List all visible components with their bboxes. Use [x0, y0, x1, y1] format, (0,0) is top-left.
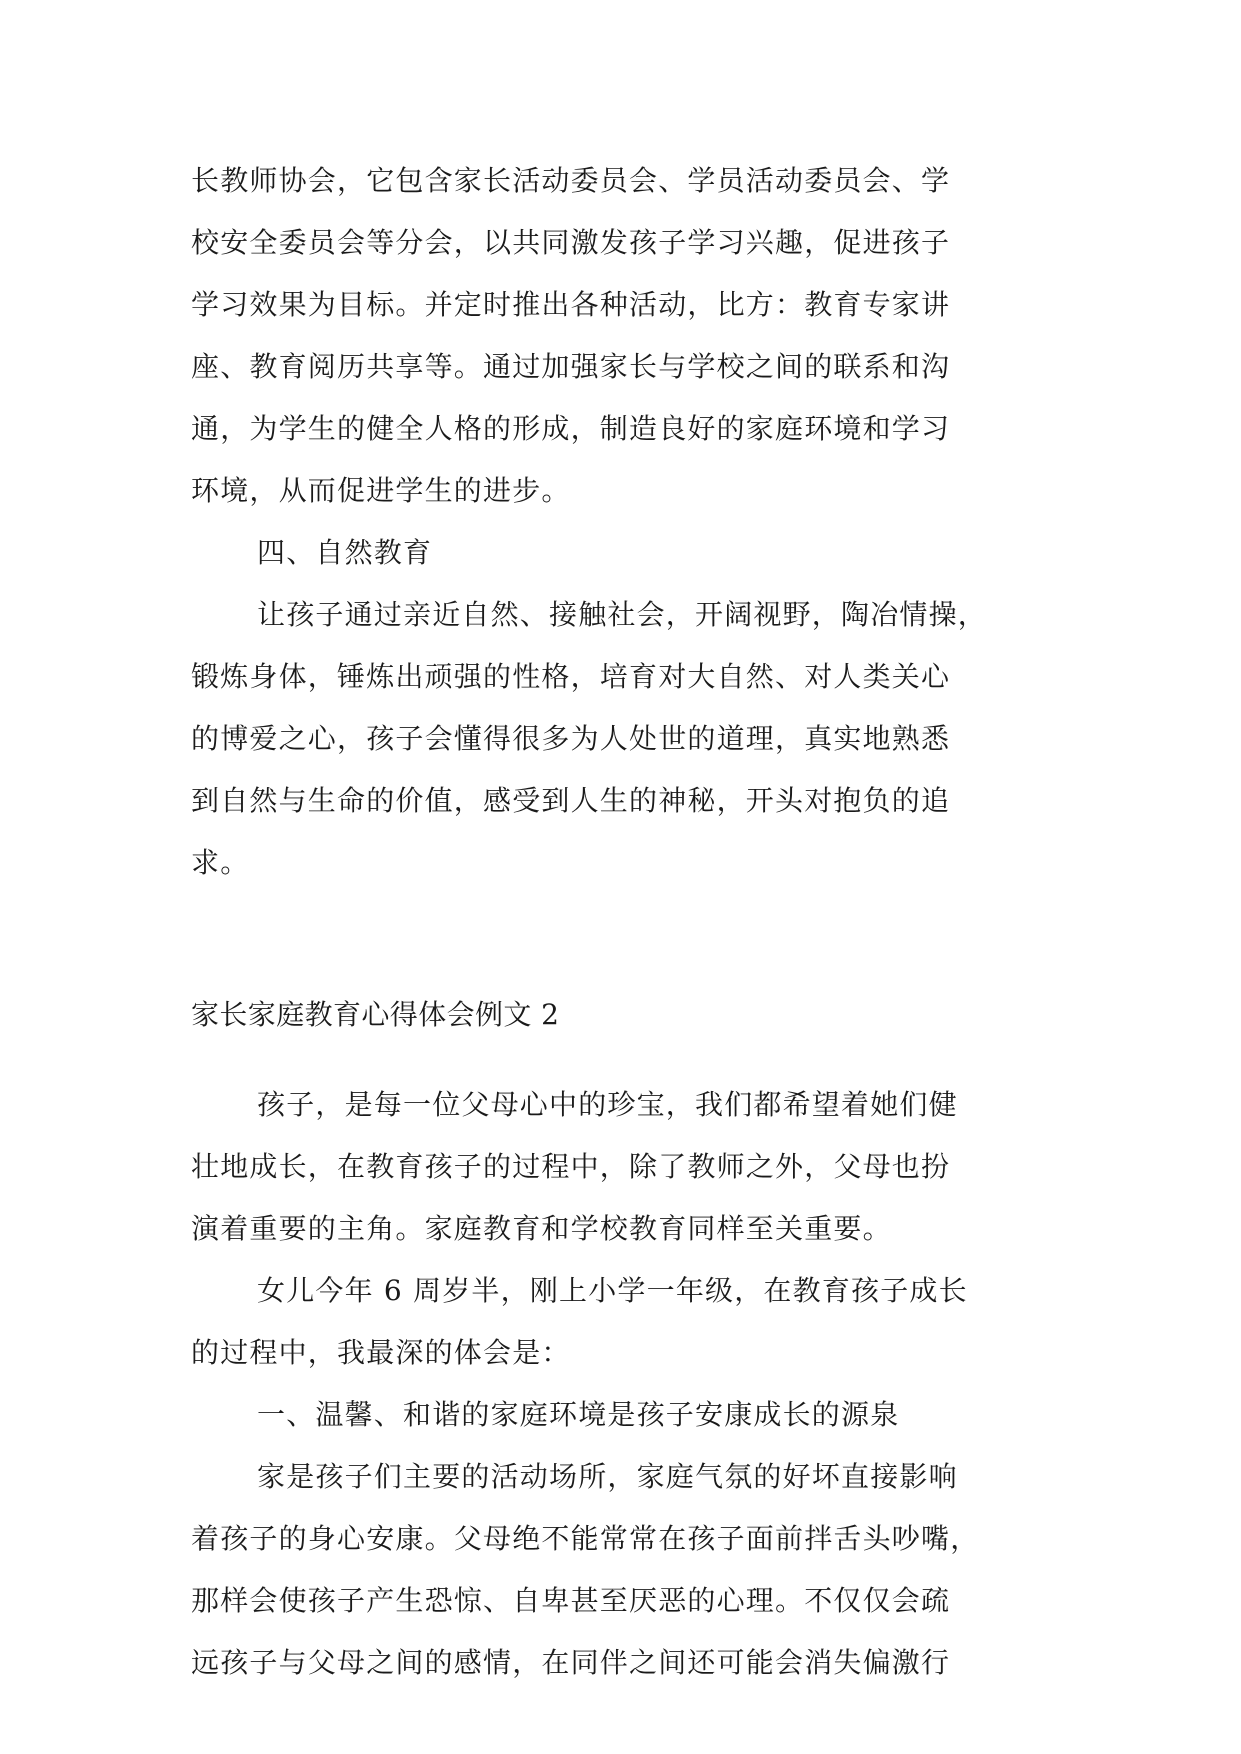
text-line: 着孩子的身心安康。父母绝不能常常在孩子面前拌舌头吵嘴，	[191, 1522, 980, 1555]
paragraph-daughter	[191, 1260, 1051, 1384]
article-title: 家长家庭教育心得体会例文 2	[191, 998, 560, 1031]
text-line: 的博爱之心，孩子会懂得很多为人处世的道理，真实地熟悉	[191, 722, 951, 755]
text-line: 家是孩子们主要的活动场所，家庭气氛的好坏直接影响	[257, 1460, 958, 1493]
blank-line	[191, 894, 1051, 956]
text-line: 座、教育阅历共享等。通过加强家长与学校之间的联系和沟	[191, 350, 951, 383]
text-line: 求。	[191, 846, 250, 879]
paragraph-children-treasure	[191, 1074, 1051, 1260]
text-line: 那样会使孩子产生恐惊、自卑甚至厌恶的心理。不仅仅会疏	[191, 1584, 951, 1617]
text-line: 女儿今年 6 周岁半，刚上小学一年级，在教育孩子成长	[257, 1274, 968, 1307]
text-line: 长教师协会，它包含家长活动委员会、学员活动委员会、学	[191, 164, 951, 197]
text-line: 演着重要的主角。家庭教育和学校教育同样至关重要。	[191, 1212, 892, 1245]
text-line: 让孩子通过亲近自然、接触社会，开阔视野，陶冶情操，	[257, 598, 988, 631]
text-line: 锻炼身体，锤炼出顽强的性格，培育对大自然、对人类关心	[191, 660, 951, 693]
section-heading-family-environment: 一、温馨、和谐的家庭环境是孩子安康成长的源泉	[257, 1398, 900, 1431]
text-line: 远孩子与父母之间的感情，在同伴之间还可能会消失偏激行	[191, 1646, 951, 1679]
paragraph-family-environment	[191, 1446, 1051, 1694]
paragraph-parents-association	[191, 150, 1051, 522]
paragraph-nature-education	[191, 584, 1051, 894]
text-line: 壮地成长，在教育孩子的过程中，除了教师之外，父母也扮	[191, 1150, 951, 1183]
text-line: 通，为学生的健全人格的形成，制造良好的家庭环境和学习	[191, 412, 951, 445]
text-line: 学习效果为目标。并定时推出各种活动，比方：教育专家讲	[191, 288, 951, 321]
text-line: 孩子，是每一位父母心中的珍宝，我们都希望着她们健	[257, 1088, 958, 1121]
text-line: 环境，从而促进学生的进步。	[191, 474, 571, 507]
text-line: 校安全委员会等分会，以共同激发孩子学习兴趣，促进孩子	[191, 226, 951, 259]
text-line: 到自然与生命的价值，感受到人生的神秘，开头对抱负的追	[191, 784, 951, 817]
text-line: 的过程中，我最深的体会是：	[191, 1336, 571, 1369]
section-heading-nature-education: 四、自然教育	[257, 536, 433, 569]
document-body	[191, 150, 1051, 1694]
